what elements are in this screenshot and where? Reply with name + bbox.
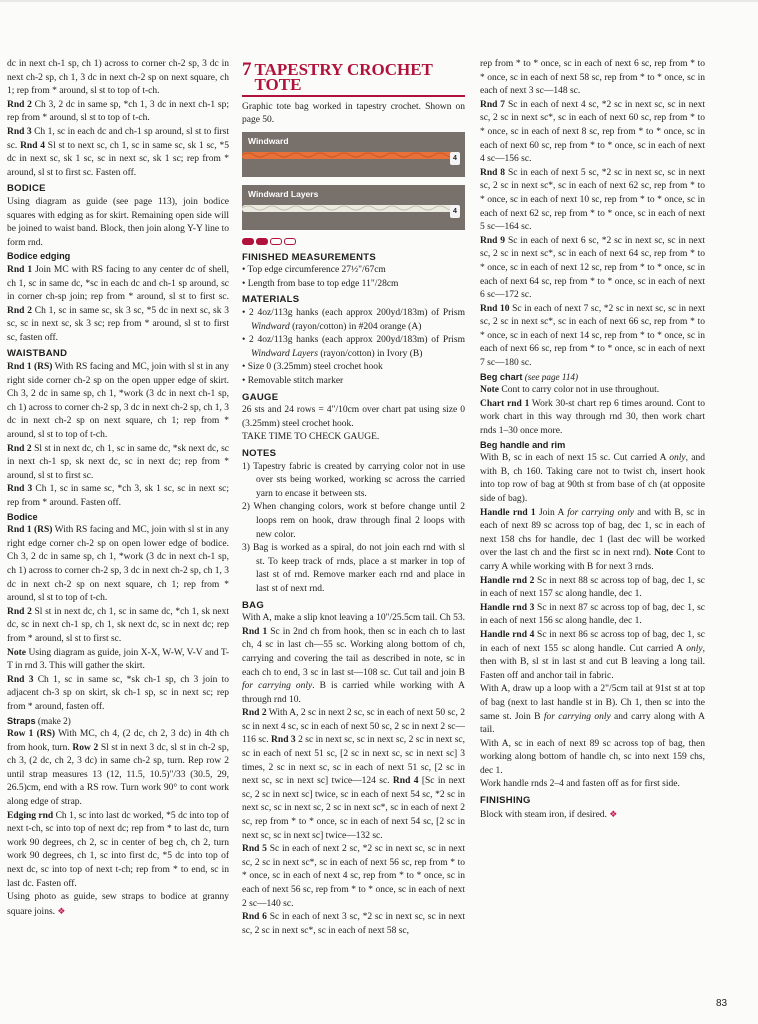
- step-label: Rnd 4: [20, 140, 46, 151]
- paragraph-text: Join A: [535, 507, 568, 518]
- paragraph-text: Ch 1, sc in same sc, sk 3 sc, *5 dc in next sc, sk 3 sc, sc in next sc, sk 3 sc; rep from * around, sl st to first sc, fasten off.: [7, 305, 229, 343]
- measurement-item: • Length from base to top edge 11"/28cm: [242, 278, 399, 289]
- paragraph-text: Sc in each of next 5 sc, *2 sc in next sc, sc in next sc, 2 sc in next sc*, sc in each of next 62 sc, rep from * to * once, sc in each of next 10 sc, rep from * to * once, sc in each of next 62 sc, rep from * to * once, sc in each of next 5 sc—164 sc.: [480, 167, 705, 233]
- paragraph-text: dc in next ch-1 sp, ch 1) across to corner ch-2 sp, 3 dc in next ch-2 sp, ch 1, 3 dc in next ch-2 sp on next square, ch 1; rep from * around, sl st to top of t-ch.: [7, 59, 229, 97]
- bag-instructions: [242, 612, 465, 938]
- paragraph-text: 2 sc in next sc, sc in next sc, 2 sc in next sc, sc in each of next 51 sc, [2 sc in next sc, sc in next sc] 3 times, 2 sc in next sc, sc in each of next 51 sc, [2 sc in next sc, sc in next sc] twice—124 sc.: [242, 735, 465, 787]
- step-label: Rnd 2: [242, 708, 267, 719]
- pattern-title: [242, 59, 465, 94]
- note-item: 3) Bag is worked as a spiral, do not join each rnd with sl st. To keep track of rnds, place a st marker in top of last st of rnd. Remove marker each rnd and place in last st of next rnd.: [242, 543, 465, 594]
- step-label: Rnd 3: [7, 126, 32, 137]
- paragraph-text: . B is carried while working with A through rnd 10.: [242, 681, 465, 705]
- step-label: Note: [654, 548, 674, 559]
- subsection-heading: [480, 439, 705, 453]
- paragraph-text: Sc in each of next 7 sc, *2 sc in next sc, sc in next sc, 2 sc in next sc*, sc in each of next 66 sc, rep from * to * once, sc in each of next 14 sc, rep from * to * once, sc in each of next 66 sc, rep from * to * once, sc in each of next 7 sc—180 sc.: [480, 303, 705, 369]
- title-rule: [242, 95, 465, 97]
- finished-measurements: [242, 264, 465, 291]
- pattern-title-line2: TOTE: [254, 75, 302, 94]
- paragraph-text: (rayon/cotton) in #204 orange (A): [289, 321, 422, 332]
- subsection-title: Beg chart: [480, 371, 523, 382]
- skill-level-pip: [270, 238, 282, 245]
- material-item: [242, 307, 465, 334]
- instruction-paragraph: [480, 629, 705, 683]
- step-label: Handle rnd 3: [480, 602, 535, 613]
- measurement-item: • Top edge circumference 27½"/67cm: [242, 265, 386, 276]
- italic-text: Windward Layers: [251, 348, 318, 359]
- paragraph-text: Using photo as guide, sew straps to bodice at granny square joins.: [7, 892, 229, 917]
- italic-text: for carrying only: [242, 681, 313, 692]
- step-label: Row 2: [72, 742, 99, 753]
- instruction-paragraph: [7, 891, 229, 919]
- step-label: Note: [7, 647, 26, 658]
- paragraph-text: , and with B, ch 160. Taking care not to twist ch, insert hook into top row of bag at 90th st from base of ch (at opposite side of bag).: [480, 453, 705, 504]
- step-label: Row 1 (RS): [7, 729, 56, 740]
- subsection-title: Bodice: [7, 511, 38, 522]
- step-label: Chart rnd 1: [480, 398, 530, 409]
- step-label: Rnd 6: [242, 912, 267, 923]
- paragraph-text: Sl st to next sc, ch 1, sc in same sc, sk 1 sc, *5 dc in next sc, sk 1 sc, sc in next sc, sk 1 sc; rep from * around, sl st to first sc. Fasten off.: [7, 140, 229, 178]
- instruction-paragraph: [7, 524, 229, 606]
- italic-text: for carrying only: [543, 711, 611, 722]
- step-label: Rnd 7: [480, 99, 506, 110]
- paragraph-text: With MC, ch 4, (2 dc, ch 2, 3 dc) in 4th ch from hook, turn.: [7, 729, 229, 753]
- paragraph-text: With A, 2 sc in next 2 sc, sc in each of next 50 sc, 2 sc in next 4 sc, sc in each of next 50 sc, 2 sc in next 2 sc—116 sc.: [242, 708, 465, 746]
- paragraph-text: Cont to carry A while working with B for next 3 rnds.: [480, 548, 705, 572]
- notes-heading: NOTES: [242, 448, 277, 459]
- gauge-line: 26 sts and 24 rows = 4"/10cm over chart pat using size 0 (3.25mm) steel crochet hook.: [242, 405, 465, 429]
- instruction-paragraph: [7, 674, 229, 715]
- step-label: Rnd 1 (RS): [7, 525, 53, 536]
- paragraph-text: Sc in each of next 4 sc, *2 sc in next sc, sc in next sc, 2 sc in next sc*, sc in each of next 60 sc, rep from * to * once, sc in each of next 8 sc, rep from * to * once, sc in each of next 60 sc, rep from * to * once, sc in each of next 4 sc—156 sc.: [480, 99, 705, 165]
- instruction-paragraph: [480, 778, 705, 792]
- section-heading: FINISHING: [480, 795, 531, 807]
- paragraph-text: Sl st in next 3 dc, sl st in ch-2 sp, ch 3, (2 dc, ch 2, 3 dc) in same ch-2 sp, turn. Rep row 2 until strap measures 13 (12, 11.5, 10.5)"/33 (30.5, 29, 26.5)cm, end with a RS row. Turn work 90° to cont work along edge of strap.: [7, 742, 229, 808]
- paragraph-text: • 2 4oz/113g hanks (each approx 200yd/183m) of Prism: [242, 308, 465, 319]
- pattern-number: 7: [242, 59, 252, 80]
- section-heading: WAISTBAND: [7, 348, 68, 360]
- left-column: [7, 58, 229, 958]
- instruction-paragraph: [480, 738, 705, 779]
- paragraph-text: Using diagram as guide, join X-X, W-W, V-V and T-T in rnd 3. This will gather the skirt.: [7, 647, 229, 672]
- italic-text: Windward: [251, 321, 290, 332]
- paragraph-text: Ch 3, 2 dc in same sp, *ch 1, 3 dc in next ch-1 sp; rep from * around, sl st to top of t-ch.: [7, 99, 229, 124]
- step-label: Rnd 3: [7, 674, 34, 685]
- paragraph-text: Sl st in next dc, ch 1, sc in same dc, *sk next dc, sc in next ch-1 sp, sk next dc, sc in next dc; rep from * around, sl st to first sc.: [7, 443, 229, 481]
- paragraph-text: • 2 4oz/113g hanks (each approx 200yd/183m) of Prism: [242, 335, 465, 346]
- step-label: Rnd 9: [480, 235, 506, 246]
- right-column: [480, 58, 705, 868]
- finished-measurements-heading: FINISHED MEASUREMENTS: [242, 251, 377, 263]
- step-label: Rnd 4: [392, 776, 419, 787]
- subsection-heading: [480, 371, 705, 385]
- hook-size-icon: 4: [450, 205, 460, 218]
- middle-column: [242, 58, 465, 978]
- instruction-paragraph: [480, 683, 705, 737]
- step-label: Rnd 2: [7, 305, 32, 316]
- instruction-paragraph: [480, 398, 705, 439]
- yarn-strand-orange: [242, 151, 454, 160]
- paragraph-text: Ch 1, sc into last dc worked, *5 dc into top of next t-ch, sc into top of next dc; rep from * to last dc, turn work 90 degrees, ch 2, sc in center of beg ch, ch 2, turn work 90 degrees, ch 1, sc into first dc, *5 dc into top of next dc, sc into top of next t-ch; rep from * to end, sc in last dc. Fasten off.: [7, 810, 229, 889]
- yarn-swatch-windward: [242, 132, 465, 177]
- note-item: 2) When changing colors, work st before change until 2 loops rem on hook, draw through final 2 loops with new color.: [242, 502, 465, 540]
- step-label: Note: [480, 385, 499, 396]
- instruction-paragraph: [7, 264, 229, 346]
- instruction-paragraph: [7, 196, 229, 250]
- subsection-heading: [7, 250, 229, 264]
- gauge-line: TAKE TIME TO CHECK GAUGE.: [242, 432, 380, 443]
- step-label: Edging rnd: [7, 810, 54, 821]
- instruction-paragraph: [480, 452, 705, 506]
- hook-size-icon: 4: [450, 152, 460, 165]
- step-label: Rnd 1 (RS): [7, 362, 53, 373]
- page-edge: [0, 0, 758, 2]
- paragraph-text: Ch 1, sc in each dc and ch-1 sp around, sl st to first sc.: [7, 126, 229, 151]
- subsection-heading: [7, 715, 229, 729]
- step-label: Rnd 2: [7, 99, 32, 110]
- step-label: Rnd 10: [480, 303, 510, 314]
- gauge-text: [242, 404, 465, 445]
- paragraph-text: • Size 0 (3.25mm) steel crochet hook: [242, 362, 383, 373]
- instruction-paragraph: [7, 728, 229, 810]
- paragraph-text: Ch 1, sc in same sc, *ch 3, sk 1 sc, sc in next sc; rep from * around. Fasten off.: [7, 484, 229, 508]
- instruction-paragraph: [242, 707, 465, 843]
- instruction-paragraph: [480, 235, 705, 303]
- instruction-paragraph: [480, 808, 705, 823]
- subsection-note: (make 2): [35, 715, 71, 726]
- skill-level-pip: [242, 238, 254, 245]
- subsection-title: Bodice edging: [7, 251, 71, 262]
- material-item: [242, 334, 465, 361]
- yarn-strand-ivory: [242, 204, 454, 213]
- paragraph-text: and with B, sc in each of next 89 sc across top of bag, dec 1, sc in each of next 158 chs for handle, dec 1 (last dec will be worked over the last ch and the first sc in next rnd).: [480, 507, 705, 559]
- instruction-paragraph: [7, 483, 229, 510]
- step-label: Handle rnd 2: [480, 575, 535, 586]
- paragraph-text: With RS facing and MC, join with sl st in any right side corner ch-2 sp on the open upper edge of skirt. Ch 3, 2 dc in same sp, ch 1, *work (3 dc in next ch-1 sp, ch 1) across to corner ch-2 sp, 3 dc in next ch-2 sp, ch 1, 3 dc in next ch-2 sp on next square, ch 1; rep from * around, sl st to top of t-ch.: [7, 362, 229, 441]
- instruction-paragraph: [7, 647, 229, 674]
- paragraph-text: Sc in 2nd ch from hook, then sc in each ch to last ch, 4 sc in last ch—55 sc. Working along bottom of ch, carrying and covering the tail as described in note, sc in each ch to end, 3 sc in last st—108 sc. Cut tail and join B: [242, 626, 465, 678]
- instruction-paragraph: [242, 843, 465, 911]
- paragraph-text: Sc in next 87 sc across top of bag, dec 1, sc in each of next 156 sc along handle, dec 1.: [480, 602, 705, 627]
- step-label: Rnd 2: [7, 606, 32, 617]
- subsection-heading: [7, 511, 229, 525]
- step-label: Rnd 5: [242, 844, 267, 855]
- paragraph-text: With A, make a slip knot leaving a 10"/25.5cm tail. Ch 53.: [242, 613, 465, 624]
- paragraph-text: , then with B, sl st in last st and cut B leaving a long tail. Fasten off and anchor tail in fabric.: [480, 643, 705, 681]
- instruction-paragraph: [242, 911, 465, 938]
- instruction-paragraph: [7, 99, 229, 126]
- page-number: 83: [716, 998, 728, 1009]
- yarn-swatch-windward-layers: [242, 185, 465, 230]
- instruction-paragraph: [242, 612, 465, 707]
- italic-text: only: [686, 643, 703, 654]
- paragraph-text: With A, sc in each of next 89 sc across top of bag, then working along bottom of handle ch, sc into next 159 chs, dec 1.: [480, 738, 705, 776]
- instruction-paragraph: [480, 384, 705, 398]
- note-item: 1) Tapestry fabric is created by carrying color not in use over sts being worked, working sc across the carried yarn to encase it between sts.: [242, 461, 465, 499]
- material-item: [242, 375, 465, 389]
- paragraph-text: Sc in each of next 3 sc, *2 sc in next sc, sc in next sc, 2 sc in next sc*, sc in each of next 58 sc,: [242, 912, 465, 936]
- paragraph-text: Cont to carry color not in use throughout.: [499, 385, 660, 396]
- paragraph-text: Join MC with RS facing to any center dc of shell, ch 1, sc in same dc, *sc in each dc and ch-1 sp around, sc in corner ch-sp join; rep from * around, sl st to first sc.: [7, 264, 229, 303]
- subsection-note: (see page 114): [522, 371, 579, 382]
- subsection-title: Beg handle and rim: [480, 439, 566, 450]
- instruction-paragraph: [480, 58, 705, 99]
- paragraph-text: (rayon/cotton) in Ivory (B): [317, 348, 423, 359]
- pattern-title-line1: TAPESTRY CROCHET: [254, 60, 433, 79]
- italic-text: for carrying only: [567, 507, 634, 518]
- step-label: Handle rnd 4: [480, 629, 535, 640]
- paragraph-text: • Removable stitch marker: [242, 376, 344, 387]
- section-heading: BODICE: [7, 183, 46, 195]
- gauge-heading: GAUGE: [242, 391, 279, 403]
- skill-level-pip: [256, 238, 268, 245]
- paragraph-text: Sc in next 88 sc across top of bag, dec 1, sc in each of next 157 sc along handle, dec 1.: [480, 575, 705, 600]
- material-item: [242, 361, 465, 375]
- step-label: Rnd 3: [7, 484, 33, 495]
- paragraph-text: and carry along with A tail.: [480, 711, 705, 736]
- instruction-paragraph: [480, 507, 705, 575]
- step-label: Rnd 3: [271, 735, 296, 746]
- notes-list: [242, 461, 465, 597]
- paragraph-text: Ch 1, sc in same sc, *sk ch-1 sp, ch 3 join to adjacent ch-3 sp on skirt, sk ch-1 sp, sc in next sc; rep from * around, fasten off.: [7, 674, 229, 712]
- swatch-label: Windward Layers: [248, 188, 319, 199]
- step-label: Rnd 1: [7, 264, 33, 275]
- paragraph-text: With B, sc in each of next 15 sc. Cut carried A: [480, 453, 670, 464]
- paragraph-text: Work 30-st chart rep 6 times around. Cont to work chart in this way through rnd 30, then work chart rnds 1–30 once more.: [480, 398, 705, 437]
- end-mark-icon: ❖: [57, 905, 66, 916]
- instruction-paragraph: [7, 443, 229, 484]
- instruction-paragraph: [7, 606, 229, 647]
- materials-list: [242, 307, 465, 389]
- instruction-paragraph: [480, 99, 705, 167]
- skill-level-pip: [284, 238, 296, 245]
- step-label: Rnd 1: [242, 626, 268, 637]
- instruction-paragraph: [7, 810, 229, 892]
- materials-heading: MATERIALS: [242, 294, 300, 306]
- end-mark-icon: ❖: [609, 808, 618, 819]
- paragraph-text: Using diagram as guide (see page 113), join bodice squares with edging as for skirt. Remaining open side will be joined to waist band. Block, then join along Y-Y line to form rnd.: [7, 196, 229, 248]
- paragraph-text: Block with steam iron, if desired.: [480, 809, 610, 820]
- paragraph-text: [Sc in next sc, 2 sc in next sc] twice, sc in each of next 54 sc, *2 sc in next sc, sc in next sc, 2 sc in next sc*, sc in each of next 2 sc, rep from * to * once, sc in each of next 54 sc, [2 sc in next sc, sc in next sc] twice—132 sc.: [242, 776, 465, 841]
- paragraph-text: Sc in next 86 sc across top of bag, dec 1, sc in each of next 155 sc along handle. Cut carried A: [480, 629, 705, 654]
- paragraph-text: Sl st in next dc, ch 1, sc in same dc, *ch 1, sk next dc, sc in next ch-1 sp, ch 1, sk next dc, sc in next dc; rep from * around, sl st to first sc.: [7, 606, 229, 644]
- instruction-paragraph: [7, 126, 229, 180]
- step-label: Handle rnd 1: [480, 507, 536, 518]
- instruction-paragraph: [480, 303, 705, 371]
- subsection-title: Straps: [7, 715, 36, 726]
- instruction-paragraph: [480, 167, 705, 235]
- bag-heading: BAG: [242, 599, 265, 611]
- paragraph-text: Sc in each of next 2 sc, *2 sc in next sc, sc in next sc, 2 sc in next sc*, sc in each of next 56 sc, rep from * to * once, sc in each of next 4 sc, rep from * to * once, sc in each of next 56 sc, rep from * to * once, sc in each of next 2 sc—140 sc.: [242, 844, 465, 909]
- paragraph-text: With A, draw up a loop with a 2"/5cm tail at 91st st at top of bag (next to last handle st in B). Ch 1, then sc into the same st. Join B: [480, 684, 705, 722]
- instruction-paragraph: [480, 575, 705, 602]
- paragraph-text: Work handle rnds 2–4 and fasten off as for first side.: [480, 779, 680, 790]
- swatch-label: Windward: [248, 135, 289, 146]
- pattern-intro: Graphic tote bag worked in tapestry crochet. Shown on page 50.: [242, 101, 465, 126]
- instruction-paragraph: [7, 361, 229, 443]
- paragraph-text: Sc in each of next 6 sc, *2 sc in next sc, sc in next sc, 2 sc in next sc*, sc in each of next 64 sc, rep from * to * once, sc in each of next 12 sc, rep from * to * once, sc in each of next 64 sc, rep from * to * once, sc in each of next 6 sc—172 sc.: [480, 235, 705, 301]
- italic-text: only: [669, 453, 686, 464]
- instruction-paragraph: [7, 58, 229, 99]
- step-label: Rnd 8: [480, 167, 506, 178]
- paragraph-text: With RS facing and MC, join with sl st in any right edge corner ch-2 sp on open lower edge of bodice. Ch 3, 2 dc in same sp, ch 1, *work (3 dc in next ch-1 sp, ch 1) across to corner ch-2 sp, 3 dc in next ch-2 sp, ch 1, 3 dc in next ch-2 sp on next square, ch 1; rep from * around, sl st to top of t-ch.: [7, 525, 229, 604]
- paragraph-text: rep from * to * once, sc in each of next 6 sc, rep from * to * once, sc in each of next 58 sc, rep from * to * once, sc in each of next 3 sc—148 sc.: [480, 59, 705, 97]
- skill-level-indicator: [242, 238, 465, 245]
- instruction-paragraph: [480, 602, 705, 629]
- step-label: Rnd 2: [7, 443, 32, 454]
